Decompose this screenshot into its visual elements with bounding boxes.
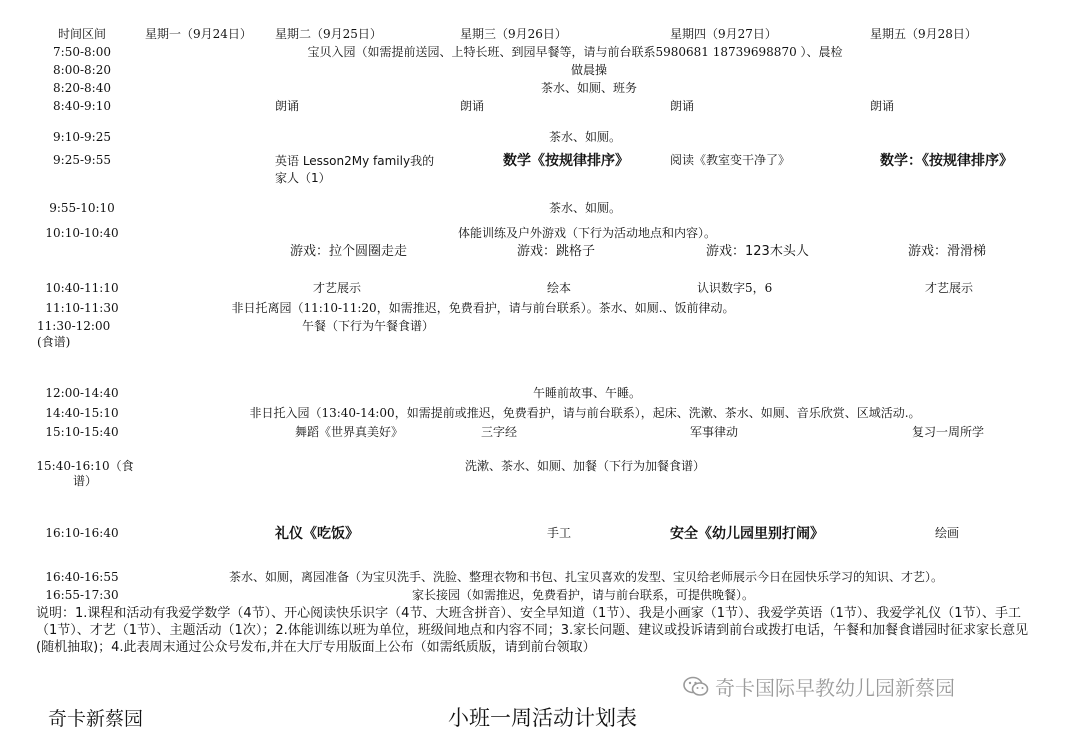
activity-cell: 数学：《按规律排序》 [880, 153, 1013, 169]
time-cell: 16:40-16:55 [45, 570, 119, 584]
activity-span: 茶水、如厕，离园准备（为宝贝洗手、洗脸、整理衣物和书包、扎宝贝喜欢的发型、宝贝给老师展示今日在园快乐学习的知识、才艺）。 [228, 570, 944, 584]
wechat-icon [683, 676, 709, 698]
activity-span: 非日托离园（11:10-11:20，如需推迟，免费看护，请与前台联系）。茶水、如厕.、饭前律动。 [231, 301, 735, 315]
game-cell: 游戏：123木头人 [706, 244, 809, 259]
header-day-tue: 星期二（9月25日） [275, 27, 382, 41]
game-cell: 游戏：跳格子 [517, 244, 596, 259]
activity-cell: 阅读《教室变干净了》 [670, 153, 791, 167]
activity-cell: 舞蹈《世界真美好》 [295, 425, 404, 439]
time-cell: 16:10-16:40 [45, 526, 119, 540]
time-cell: 15:40-16:10（食谱） [36, 459, 134, 488]
time-cell-note: (食谱) [37, 335, 71, 349]
activity-cell: 绘本 [547, 281, 572, 295]
activity-cell: 安全《幼儿园里别打闹》 [670, 526, 824, 542]
time-cell: 9:25-9:55 [53, 153, 111, 167]
time-cell: 16:55-17:30 [45, 588, 119, 602]
activity-span: 茶水、如厕、班务 [540, 81, 638, 95]
activity-span: 洗漱、茶水、如厕、加餐（下行为加餐食谱） [464, 459, 706, 473]
activity-span: 茶水、如厕。 [548, 201, 622, 215]
game-cell: 游戏：拉个圆圈走走 [290, 244, 408, 259]
time-cell: 9:10-9:25 [53, 130, 111, 144]
activity-cell: 复习一周所学 [912, 425, 985, 439]
header-time-col: 时间区间 [57, 27, 107, 41]
activity-span: 午睡前故事、午睡。 [532, 386, 642, 400]
activity-cell: 军事律动 [690, 425, 739, 439]
activity-cell: 三字经 [481, 425, 518, 439]
header-day-fri: 星期五（9月28日） [870, 27, 977, 41]
activity-span: 茶水、如厕。 [548, 130, 622, 144]
activity-cell: 才艺展示 [313, 281, 362, 295]
time-cell: 7:50-8:00 [53, 45, 111, 59]
activity-cell: 朗诵 [870, 99, 895, 113]
activity-cell: 礼仪《吃饭》 [275, 526, 359, 542]
header-day-mon: 星期一（9月24日） [145, 27, 252, 41]
school-name: 奇卡新蔡园 [48, 708, 144, 730]
activity-cell: 数学《按规律排序》 [503, 153, 629, 169]
time-cell: 12:00-14:40 [45, 386, 119, 400]
activity-cell: 手工 [547, 526, 572, 540]
watermark-text: 奇卡国际早教幼儿园新蔡园 [715, 676, 955, 700]
time-cell: 15:10-15:40 [45, 425, 119, 439]
time-cell: 8:40-9:10 [53, 99, 111, 113]
time-cell: 9:55-10:10 [49, 201, 115, 215]
game-cell: 游戏：滑滑梯 [908, 244, 987, 259]
header-day-thu: 星期四（9月27日） [670, 27, 777, 41]
time-cell: 8:00-8:20 [53, 63, 111, 77]
activity-cell: 朗诵 [670, 99, 695, 113]
activity-span: 午餐（下行为午餐食谱） [302, 319, 435, 333]
activity-span: 家长接园（如需推迟，免费看护，请与前台联系，可提供晚餐）。 [411, 588, 755, 602]
time-cell: 11:30-12:00 [37, 319, 111, 333]
explanation-note: 说明：1.课程和活动有我爱学数学（4节）、开心阅读快乐识字（4节、大班含拼音）、安全早知道（1节）、我是小画家（1节）、我爱学英语（1节）、我爱学礼仪（1节）、手工（1节）、才艺（1节）、主题活动（1次）；2.体能训练以班为单位，班级间地点和内容不同；3.家长问题、建议或投诉请到前台或拨打电话，午餐和加餐食谱园时征求家长意见(随机抽取)；4.此表周末通过公众号发布,并在大厅专用版面上公布（如需纸质版，请到前台领取） [36, 606, 1029, 655]
activity-cell: 才艺展示 [925, 281, 974, 295]
activity-cell: 朗诵 [275, 99, 300, 113]
time-cell: 10:10-10:40 [45, 226, 119, 240]
time-cell: 8:20-8:40 [53, 81, 111, 95]
activity-span: 非日托入园（13:40-14:00，如需提前或推迟，免费看护，请与前台联系），起床、洗漱、茶水、如厕、音乐欣赏、区域活动.。 [249, 406, 921, 420]
time-cell: 14:40-15:10 [45, 406, 119, 420]
activity-cell: 朗诵 [460, 99, 485, 113]
activity-cell: 绘画 [935, 526, 960, 540]
activity-span: 宝贝入园（如需提前送园、上特长班、到园早餐等，请与前台联系5980681 18739698870 ）、晨检 [307, 45, 843, 59]
document-title: 小班一周活动计划表 [448, 706, 637, 730]
activity-span: 体能训练及户外游戏（下行为活动地点和内容）。 [457, 226, 717, 240]
header-day-wed: 星期三（9月26日） [460, 27, 567, 41]
activity-cell: 认识数字5，6 [697, 281, 773, 295]
activity-span: 做晨操 [570, 63, 608, 77]
watermark [683, 672, 955, 701]
time-cell: 11:10-11:30 [45, 301, 119, 315]
time-cell: 10:40-11:10 [45, 281, 119, 295]
activity-cell: 英语 Lesson2My family我的家人（1） [275, 154, 435, 185]
